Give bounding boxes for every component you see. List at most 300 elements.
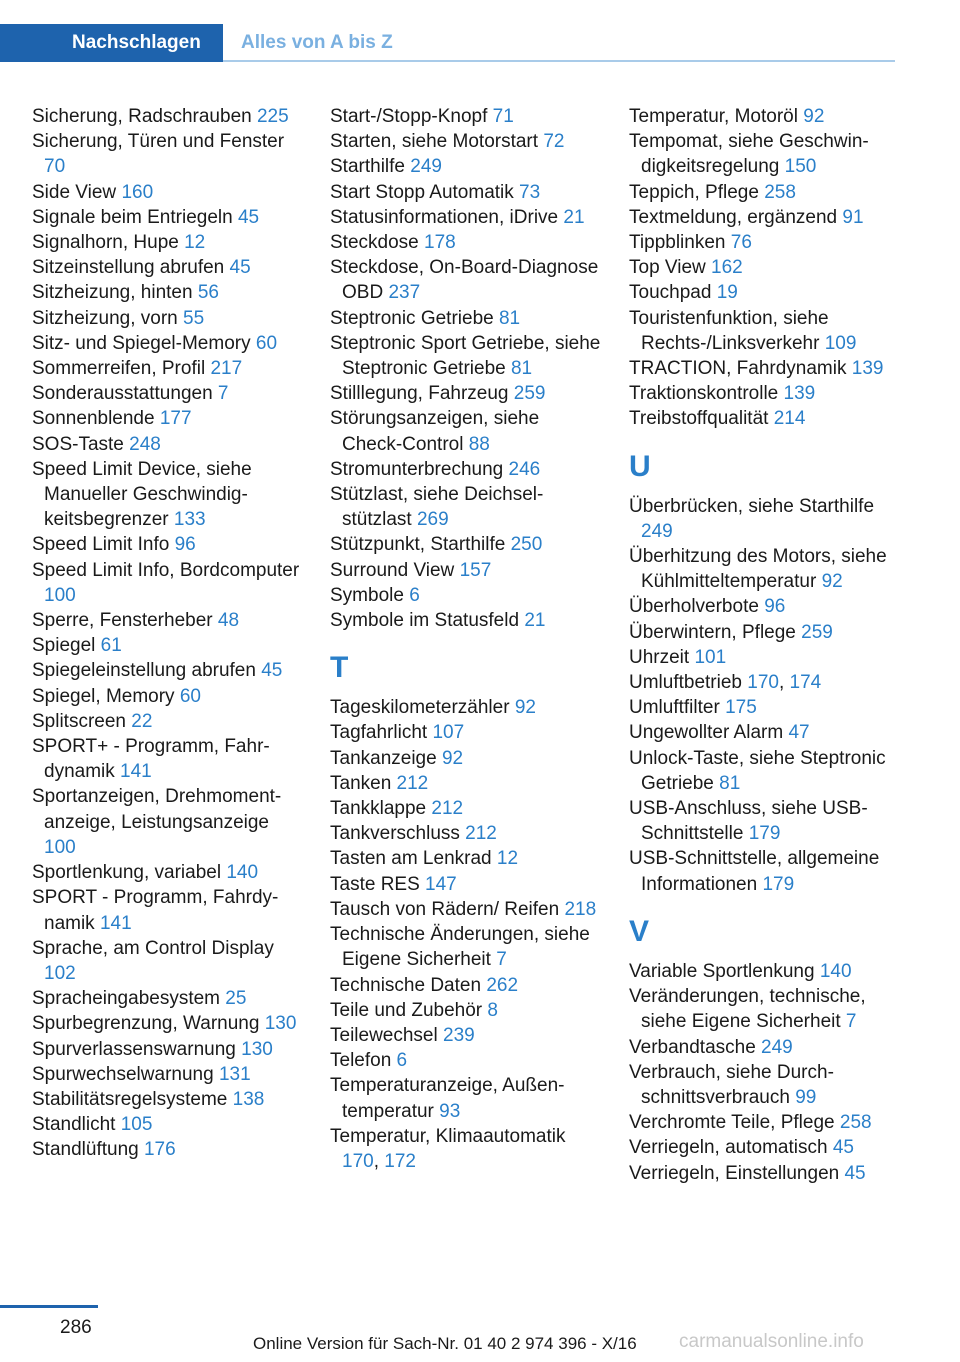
page-link[interactable]: 22 — [131, 710, 153, 732]
page-link[interactable]: 250 — [510, 534, 543, 556]
index-entry-text: SPORT - Programm, Fahrdynamik — [32, 887, 279, 934]
index-entry — [32, 1011, 304, 1036]
index-entry — [32, 684, 304, 709]
index-entry-text: Sonderausstattungen — [32, 383, 218, 405]
page-link[interactable]: 176 — [143, 1139, 176, 1161]
page-link[interactable]: 45 — [237, 206, 260, 228]
page-link[interactable]: 131 — [218, 1063, 251, 1085]
index-entry — [32, 381, 304, 406]
index-entry — [330, 129, 602, 154]
index-entry-text: Touchpad — [629, 282, 717, 304]
index-entry — [629, 494, 901, 544]
page-link[interactable]: 259 — [801, 621, 833, 643]
index-entry-text: Tippblinken — [629, 232, 731, 254]
index-entry — [330, 1073, 602, 1123]
index-entry-text: Spiegel, Memory — [32, 685, 180, 707]
index-entry-text: Steckdose, On-Board-Diagnose OBD — [330, 257, 599, 304]
page-link[interactable]: 105 — [120, 1114, 153, 1136]
index-entry — [32, 1112, 304, 1137]
index-entry-text: SPORT+ - Programm, Fahrdynamik — [32, 736, 270, 783]
index-entry — [32, 255, 304, 280]
index-entry-text: USB-Anschluss, siehe USB-Schnittstelle — [629, 798, 868, 845]
index-entry-text: Speed Limit Info, Bordcomputer — [32, 559, 300, 581]
index-entry-text: Tasten am Lenkrad — [330, 848, 497, 870]
index-entry-text: Spracheingabesystem — [32, 988, 226, 1010]
index-entry — [32, 1062, 304, 1087]
index-entry-text: Statusinformationen, iDrive — [330, 206, 564, 228]
page-link[interactable]: 7 — [845, 1011, 857, 1033]
page-link[interactable]: 56 — [197, 282, 219, 304]
index-entry — [629, 1035, 901, 1060]
index-entry-text: Variable Sportlenkung — [629, 960, 820, 982]
index-entry-text: Sitzheizung, vorn — [32, 307, 184, 329]
index-entry — [330, 180, 602, 205]
page-link[interactable]: 130 — [264, 1013, 297, 1035]
index-entry — [330, 1023, 602, 1048]
index-entry-text: Technische Daten — [330, 974, 487, 996]
index-entry — [330, 406, 602, 456]
page-link[interactable]: 92 — [441, 747, 464, 769]
index-entry — [32, 180, 304, 205]
page-link[interactable]: 102 — [44, 962, 76, 984]
index-entry-text: Teppich, Pflege — [629, 181, 765, 203]
index-entry — [330, 973, 602, 998]
page-link[interactable]: 45 — [229, 257, 251, 279]
index-entry-text: Spurbegrenzung, Warnung — [32, 1013, 265, 1035]
index-entry — [629, 796, 901, 846]
index-entry-text: Verchromte Teile, Pflege — [629, 1112, 840, 1134]
page-link[interactable]: 96 — [764, 596, 786, 618]
index-entry-text: Symbole im Statusfeld — [330, 610, 525, 632]
page-link[interactable]: 101 — [694, 646, 727, 668]
index-entry — [629, 695, 901, 720]
page-link[interactable]: 72 — [543, 131, 565, 153]
index-entry-text: Verbandtasche — [629, 1036, 762, 1058]
page-link[interactable]: 262 — [486, 974, 519, 996]
page-link[interactable]: 109 — [824, 332, 857, 354]
page-link[interactable]: 212 — [465, 823, 497, 845]
index-entry — [330, 558, 602, 583]
index-entry-text: Unlock-Taste, siehe Steptronic Getriebe — [629, 747, 886, 794]
index-entry — [629, 959, 901, 984]
index-entry-text: Verbrauch, siehe Durchschnittsverbrauch — [629, 1061, 834, 1108]
index-entry-text: Standlüftung — [32, 1139, 144, 1161]
index-entry — [330, 746, 602, 771]
page-link[interactable]: 100 — [44, 836, 76, 858]
index-entry-text: Tanken — [330, 772, 397, 794]
index-entry-text: Tankanzeige — [330, 747, 442, 769]
index-entry — [629, 1060, 901, 1110]
page-link[interactable]: 239 — [443, 1024, 475, 1046]
page-link[interactable]: 99 — [795, 1086, 817, 1108]
index-entry — [629, 205, 901, 230]
index-entry — [32, 532, 304, 557]
index-entry — [330, 872, 602, 897]
index-entry-text: Sitzeinstellung abrufen — [32, 257, 230, 279]
header-tabbar — [0, 24, 895, 62]
page-link[interactable]: 179 — [762, 873, 795, 895]
index-entry — [629, 180, 901, 205]
index-column-3 — [629, 104, 901, 1186]
index-entry-text: Technische Änderungen, siehe Eigene Sicherheit — [330, 924, 590, 971]
page-link[interactable]: 7 — [217, 383, 229, 405]
index-entry — [330, 720, 602, 745]
index-entry — [629, 846, 901, 896]
index-entry-text: Überbrücken, siehe Starthilfe — [629, 495, 875, 517]
page-link[interactable]: 269 — [416, 509, 449, 531]
index-entry-text: Symbole — [330, 584, 410, 606]
index-entry — [32, 1037, 304, 1062]
index-entry — [330, 331, 602, 381]
page-link[interactable]: 212 — [396, 772, 429, 794]
index-entry — [629, 406, 901, 431]
index-column-2 — [330, 104, 602, 1174]
index-entry — [629, 280, 901, 305]
page-link[interactable]: 6 — [396, 1050, 408, 1072]
page-link[interactable]: 81 — [510, 358, 533, 380]
index-entry — [330, 897, 602, 922]
index-entry — [32, 205, 304, 230]
index-entry-text: USB-Schnittstelle, allgemeine Informationen — [629, 848, 880, 895]
index-entry-text: Sicherung, Radschrauben — [32, 106, 257, 127]
index-entry-text: Überhitzung des Motors, siehe Kühlmitteltemperatur — [629, 546, 887, 593]
index-entry-text: Tausch von Rädern/ Reifen — [330, 898, 565, 920]
page-link[interactable]: 19 — [716, 282, 738, 304]
index-entry — [32, 230, 304, 255]
page-link[interactable]: 258 — [839, 1112, 872, 1134]
index-entry — [629, 594, 901, 619]
page-link[interactable]: 249 — [641, 520, 673, 542]
page-link[interactable]: 177 — [159, 408, 192, 430]
index-entry-text: Speed Limit Device, siehe Manueller Geschwindigkeitsbegrenzer — [32, 458, 252, 531]
index-entry-text: Standlicht — [32, 1114, 121, 1136]
page-link[interactable]: 12 — [184, 232, 206, 254]
index-entry — [629, 381, 901, 406]
index-entry-text: Taste RES — [330, 873, 426, 895]
index-entry — [330, 482, 602, 532]
index-entry — [330, 821, 602, 846]
page-link[interactable]: 25 — [225, 988, 247, 1010]
index-entry — [629, 356, 901, 381]
index-letter-heading: U — [629, 449, 651, 483]
index-entry — [330, 154, 602, 179]
page-link[interactable]: 96 — [174, 534, 196, 556]
page-link[interactable]: 170 — [747, 672, 779, 694]
index-entry — [629, 104, 901, 129]
page-link[interactable]: 246 — [508, 458, 541, 480]
index-entry — [32, 709, 304, 734]
index-entry-text: Überwintern, Pflege — [629, 621, 802, 643]
index-entry-text: Stabilitätsregelsysteme — [32, 1088, 233, 1110]
index-entry-text: Tempomat, siehe Geschwindigkeitsregelung — [629, 131, 869, 178]
page-link[interactable]: 140 — [226, 862, 259, 884]
page-link[interactable]: 249 — [410, 156, 442, 178]
index-entry — [330, 230, 602, 255]
index-entry-text: Temperatur, Klimaautomatik — [330, 1125, 566, 1147]
index-entry — [330, 104, 602, 129]
index-entry — [330, 583, 602, 608]
index-entry-text: Sitz- und Spiegel-Memory — [32, 332, 256, 354]
index-entry — [330, 205, 602, 230]
index-entry-text: Start-/Stopp-Knopf — [330, 106, 493, 127]
index-entry — [32, 936, 304, 986]
index-entry-text: Speed Limit Info — [32, 534, 175, 556]
index-entry-text: Sitzheizung, hinten — [32, 282, 198, 304]
footer-note: Online Version für Sach-Nr. 01 40 2 974 396 - X/16 — [253, 1334, 637, 1353]
page-link[interactable]: 100 — [44, 584, 76, 606]
index-entry-text: Sportanzeigen, Drehmomentanzeige, Leistungsanzeige — [32, 786, 282, 833]
page-link[interactable]: 133 — [173, 509, 206, 531]
index-entry — [629, 620, 901, 645]
footer-rule — [0, 1305, 98, 1308]
page-link[interactable]: 248 — [129, 433, 161, 455]
page-link[interactable]: 12 — [496, 848, 519, 870]
page-link[interactable]: 76 — [730, 232, 752, 254]
index-entry — [32, 406, 304, 431]
index-entry — [32, 885, 304, 935]
index-entry-text: Top View — [629, 257, 712, 279]
index-entry-text: Start Stopp Automatik — [330, 181, 520, 203]
index-entry — [330, 998, 602, 1023]
index-entry-text: Starten, siehe Motorstart — [330, 131, 544, 153]
index-entry — [32, 558, 304, 608]
index-entry-text: Surround View — [330, 559, 460, 581]
index-entry — [32, 356, 304, 381]
index-entry — [330, 608, 602, 633]
index-entry: Temperatur, Klimaautomatik 170, 172 — [330, 1125, 566, 1172]
index-entry-text: Textmeldung, ergänzend — [629, 206, 843, 228]
index-entry-text: Überholverbote — [629, 596, 765, 618]
page-link[interactable]: 92 — [803, 106, 825, 127]
index-entry-text: Tagfahrlicht — [330, 722, 433, 744]
page-link[interactable]: 249 — [761, 1036, 793, 1058]
index-entry-text: Stützpunkt, Starthilfe — [330, 534, 511, 556]
index-entry-text: Verriegeln, Einstellungen — [629, 1162, 845, 1184]
index-entry — [32, 734, 304, 784]
index-entry-text: Telefon — [330, 1050, 397, 1072]
page-link[interactable]: 130 — [241, 1038, 273, 1060]
page-link[interactable]: 92 — [821, 571, 843, 593]
index-entry-text: Stromunterbrechung — [330, 458, 509, 480]
index-entry-text: Teile und Zubehör — [330, 999, 488, 1021]
index-entry — [330, 381, 602, 406]
index-entry — [330, 255, 602, 305]
page-link[interactable]: 160 — [121, 181, 154, 203]
index-entry — [32, 306, 304, 331]
index-entry-text: Steckdose — [330, 232, 424, 254]
index-entry-text: Splitscreen — [32, 710, 132, 732]
page-link[interactable]: 139 — [851, 358, 884, 380]
index-entry — [629, 1135, 901, 1160]
index-entry-text: SOS-Taste — [32, 433, 130, 455]
page-link[interactable]: 225 — [256, 106, 289, 127]
page-link[interactable]: 6 — [409, 584, 420, 606]
index-entry — [32, 860, 304, 885]
index-entry — [32, 608, 304, 633]
tab-nachschlagen-label: Nachschlagen — [72, 32, 201, 53]
index-entry — [32, 129, 304, 179]
page-link[interactable]: 21 — [524, 610, 546, 632]
index-entry-text: Veränderungen, technische, siehe Eigene Sicherheit — [629, 986, 866, 1033]
page-link[interactable]: 175 — [725, 697, 757, 719]
page-link[interactable]: 214 — [773, 408, 806, 430]
page-link[interactable]: 174 — [789, 672, 822, 694]
index-entry-text: TRACTION, Fahrdynamik — [629, 358, 852, 380]
index-entry — [629, 129, 901, 179]
index-entry-text: Sprache, am Control Display — [32, 937, 274, 959]
page-link[interactable]: 217 — [210, 358, 243, 380]
index-entry — [629, 645, 901, 670]
page-link[interactable]: 60 — [255, 332, 278, 354]
index-entry-text: Umluftfilter — [629, 697, 726, 719]
page-link[interactable]: 179 — [748, 823, 781, 845]
tab-alles-von-a-bis-z[interactable]: Alles von A bis Z — [241, 32, 393, 53]
page-link[interactable]: 258 — [764, 181, 796, 203]
index-entry — [32, 104, 304, 129]
page-link[interactable]: 88 — [468, 433, 490, 455]
index-column-1 — [32, 104, 304, 1163]
page-link[interactable]: 150 — [784, 156, 817, 178]
index-entry-text: Verriegeln, automatisch — [629, 1137, 833, 1159]
page-link[interactable]: 55 — [183, 307, 205, 329]
index-entry-text: Uhrzeit — [629, 646, 695, 668]
index-entry — [32, 986, 304, 1011]
tab-nachschlagen[interactable] — [0, 24, 223, 62]
index-letter-heading: T — [330, 651, 349, 685]
page-link[interactable]: 45 — [844, 1162, 866, 1184]
page-link[interactable]: 138 — [232, 1088, 265, 1110]
page-link[interactable]: 60 — [179, 685, 201, 707]
index-entry — [32, 280, 304, 305]
page-link[interactable]: 92 — [514, 697, 536, 719]
index-entry-text: Steptronic Getriebe — [330, 307, 499, 329]
index-entry — [629, 230, 901, 255]
page-link[interactable]: 91 — [842, 206, 864, 228]
index-entry — [629, 255, 901, 280]
page-link[interactable]: 71 — [492, 106, 514, 127]
page-link[interactable]: 7 — [496, 949, 507, 971]
index-entry-text: Sonnenblende — [32, 408, 160, 430]
page-link[interactable]: 48 — [217, 610, 240, 632]
page-link[interactable]: 73 — [519, 181, 541, 203]
page-link[interactable]: 141 — [120, 761, 152, 783]
page-link[interactable]: 178 — [424, 232, 456, 254]
index-entry — [32, 1137, 304, 1162]
index-entry-text: Sommerreifen, Profil — [32, 358, 211, 380]
index-entry-text: Spurwechselwarnung — [32, 1063, 219, 1085]
index-entry — [629, 544, 901, 594]
index-entry — [629, 306, 901, 356]
index-entry — [330, 1048, 602, 1073]
page-link[interactable]: 170 — [342, 1150, 374, 1172]
index-entry-text: Tankverschluss — [330, 823, 466, 845]
index-entry — [32, 432, 304, 457]
index-entry-text: Stützlast, siehe Deichselstützlast — [330, 484, 544, 531]
index-entry-text: Signalhorn, Hupe — [32, 232, 185, 254]
index-entry-text: Signale beim Entriegeln — [32, 206, 238, 228]
index-entry — [32, 658, 304, 683]
index-entry-text: Side View — [32, 181, 122, 203]
index-entry — [32, 457, 304, 533]
index-entry-text: Traktionskontrolle — [629, 383, 784, 405]
index-entry-text: Ungewollter Alarm — [629, 722, 789, 744]
index-entry — [32, 633, 304, 658]
index-entry-text: Umluftbetrieb — [629, 672, 748, 694]
page-link[interactable]: 259 — [513, 383, 546, 405]
page-link[interactable]: 8 — [487, 999, 498, 1021]
header-rule — [223, 60, 895, 62]
index-entry — [330, 532, 602, 557]
index-entry-text: Steptronic Sport Getriebe, siehe Steptronic Getriebe — [330, 332, 601, 380]
index-entry — [629, 1161, 901, 1186]
index-entry-text: Störungsanzeigen, siehe Check-Control — [330, 408, 540, 455]
page-link[interactable]: 157 — [459, 559, 492, 581]
page-link[interactable]: 45 — [832, 1137, 854, 1159]
page-link[interactable]: 140 — [819, 960, 852, 982]
index-entry: Umluftbetrieb 170, 174 — [629, 672, 822, 694]
page-link[interactable]: 147 — [425, 873, 457, 895]
page-link[interactable]: 212 — [431, 798, 464, 820]
index-entry-text: Sperre, Fensterheber — [32, 610, 218, 632]
page-link[interactable]: 107 — [432, 722, 465, 744]
index-entry — [629, 1110, 901, 1135]
index-entry — [629, 720, 901, 745]
index-entry — [629, 746, 901, 796]
index-entry-text: Tankklappe — [330, 798, 432, 820]
index-entry — [330, 457, 602, 482]
page-link[interactable]: 141 — [99, 912, 132, 934]
page-number: 286 — [60, 1317, 92, 1338]
index-entry — [32, 331, 304, 356]
page-link[interactable]: 45 — [261, 660, 283, 682]
page-link[interactable]: 93 — [439, 1100, 461, 1122]
index-entry — [330, 306, 602, 331]
index-entry — [32, 784, 304, 860]
index-entry — [330, 922, 602, 972]
index-entry — [330, 771, 602, 796]
index-entry-text: Touristenfunktion, siehe Rechts-/Linksverkehr — [629, 307, 829, 354]
index-entry-text: Spurverlassenswarnung — [32, 1038, 242, 1060]
page-link[interactable]: 81 — [498, 307, 521, 329]
index-entry-text: Spiegeleinstellung abrufen — [32, 660, 262, 682]
index-entry-text: Temperaturanzeige, Außentemperatur — [330, 1075, 565, 1122]
page-link[interactable]: 172 — [384, 1150, 416, 1172]
page-link[interactable]: 218 — [564, 898, 597, 920]
page-link[interactable]: 21 — [563, 206, 585, 228]
index-entry — [330, 796, 602, 821]
index-entry — [330, 846, 602, 871]
index-entry-text: Treibstoffqualität — [629, 408, 774, 430]
index-entry-text: Sportlenkung, variabel — [32, 862, 227, 884]
page-link[interactable]: 162 — [711, 257, 743, 279]
page-link[interactable]: 237 — [388, 282, 421, 304]
page-link[interactable]: 81 — [719, 772, 741, 794]
page-link[interactable]: 139 — [783, 383, 816, 405]
watermark: carmanualsonline.info — [679, 1331, 864, 1352]
page-link[interactable]: 70 — [44, 156, 66, 178]
index-entry-text: Tageskilometerzähler — [330, 697, 515, 719]
index-entry-text: Sicherung, Türen und Fenster — [32, 131, 285, 153]
index-entry-text: Teilewechsel — [330, 1024, 443, 1046]
page-link[interactable]: 47 — [788, 722, 810, 744]
index-entry-text: Temperatur, Motoröl — [629, 106, 804, 127]
page-link[interactable]: 61 — [100, 635, 122, 657]
index-letter-heading: V — [629, 914, 650, 948]
index-entry — [330, 695, 602, 720]
index-entry — [629, 984, 901, 1034]
index-entry — [32, 1087, 304, 1112]
index-entry-text: Spiegel — [32, 635, 101, 657]
